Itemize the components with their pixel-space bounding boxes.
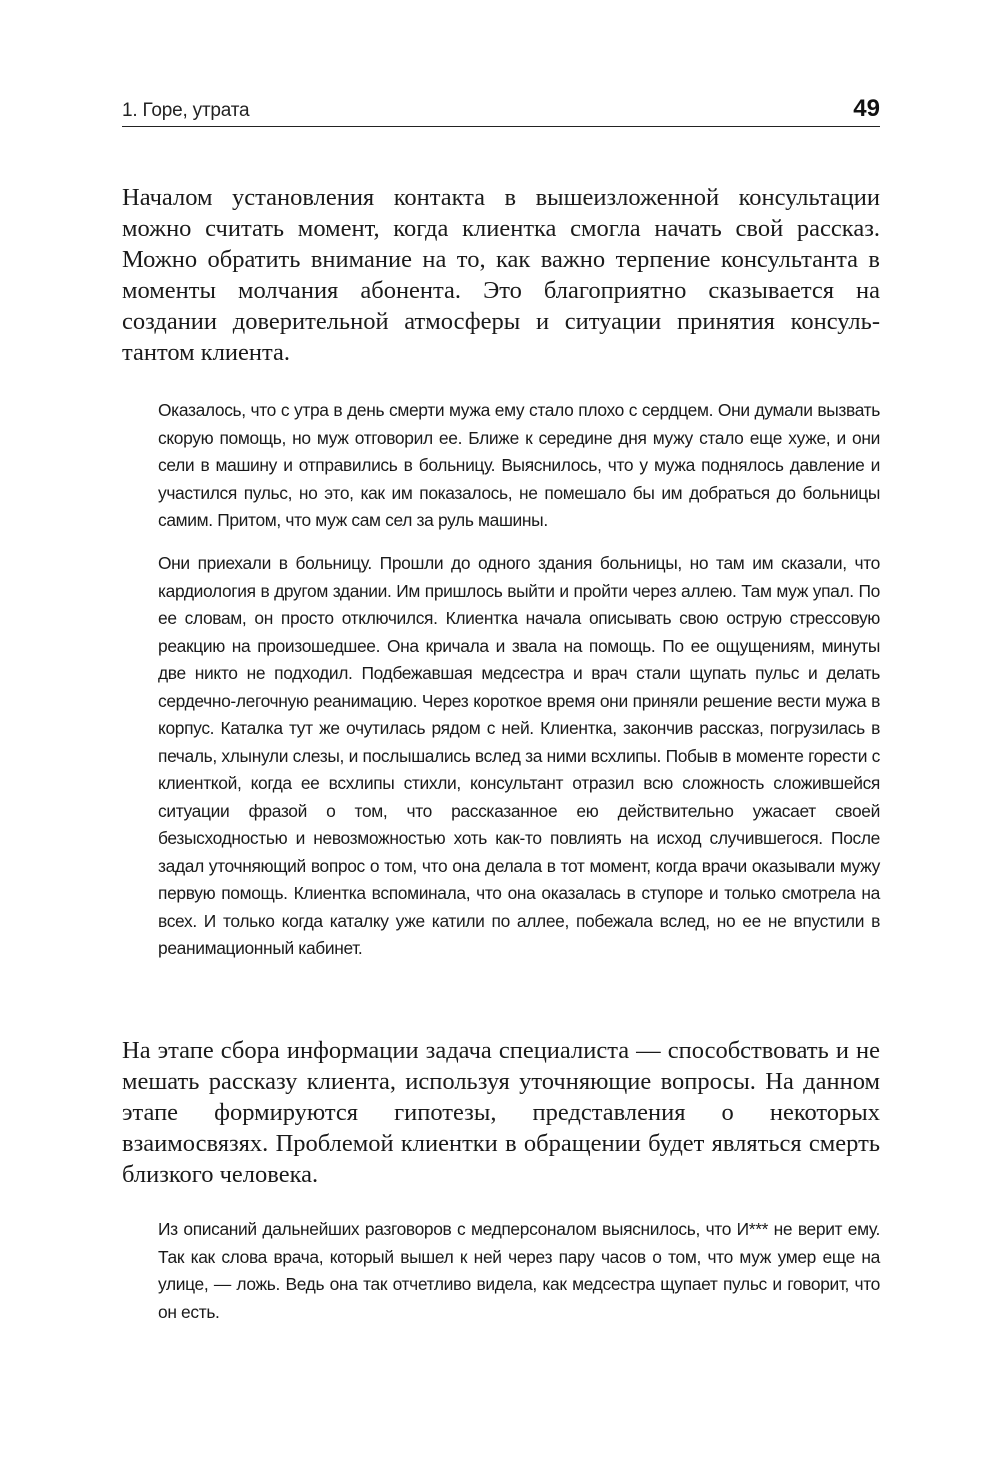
chapter-title: 1. Горе, утрата (122, 100, 250, 121)
body-paragraph: На этапе сбора информации задача специалиста — способствовать и не мешать рассказу клиента, используя уточняющие вопросы. На данном этапе формируются гипотезы, представления о некоторых взаимосвязях. Проблемой клиентки в обращении будет являться смерть близкого человека. (122, 1037, 880, 1188)
body-paragraph: Началом установления контакта в вышеизложенной консультации можно считать момент, когда клиентка смогла начать свой рассказ. Можно обратить внимание на то, как важно терпение консультанта в моменты молчания абонента. Это благоприятно сказывается на создании доверительной атмосферы и ситуации принятия консультантом клиента. (122, 184, 880, 366)
running-header (122, 94, 880, 127)
case-quote-paragraph: Из описаний дальнейших разговоров с медперсоналом выяснилось, что И*** не верит ему. Так как слова врача, который вышел к ней через пару часов о том, что муж умер еще на улице, — ложь. Ведь она так отчетливо видела, как медсестра щупает пульс и говорит, что он есть. (158, 1219, 880, 1322)
case-quote-paragraph: Они приехали в больницу. Прошли до одного здания больницы, но там им сказали, что кардиология в другом здании. Им пришлось выйти и пройти через аллею. Там муж упал. По ее словам, он просто отключился. Клиентка начала описывать свою острую стрессовую реакцию на произошедшее. Она кричала и звала на помощь. По ее ощущениям, минуты две никто не подходил. Подбежавшая медсестра и врач стали щупать пульс и делать сердечно-легочную реанимацию. Через короткое время они приняли решение вести мужа в корпус. Каталка тут же очутилась рядом с ней. Клиентка, закончив рассказ, погрузилась в печаль, хлынули слезы, и послышались вслед за ними всхлипы. Побыв в моменте горести с клиенткой, когда ее всхлипы стихли, консультант отразил всю сложность сложившейся ситуации фразой о том, что рассказанное ею действительно ужасает своей безысходностью и невозможностью хоть как-то повлиять на исход случившегося. После задал уточняющий вопрос о том, что она делала в тот момент, когда врачи оказывали мужу первую помощь. Клиентка вспоминала, что она оказалась в ступоре и только смотрела на всех. И только когда каталку уже катили по аллее, побежала вслед, но ее не впустили в реанимационный кабинет. (158, 553, 880, 958)
case-quote-paragraph: Оказалось, что с утра в день смерти мужа ему стало плохо с сердцем. Они думали вызвать скорую помощь, но муж отговорил ее. Ближе к середине дня мужу стало еще хуже, и они сели в машину и отправились в больницу. Выяснилось, что у мужа поднялось давление и участился пульс, но это, как им показалось, не помешало бы им добраться до больницы самим. Притом, что муж сам сел за руль машины. (158, 400, 880, 530)
page-number: 49 (853, 95, 880, 122)
